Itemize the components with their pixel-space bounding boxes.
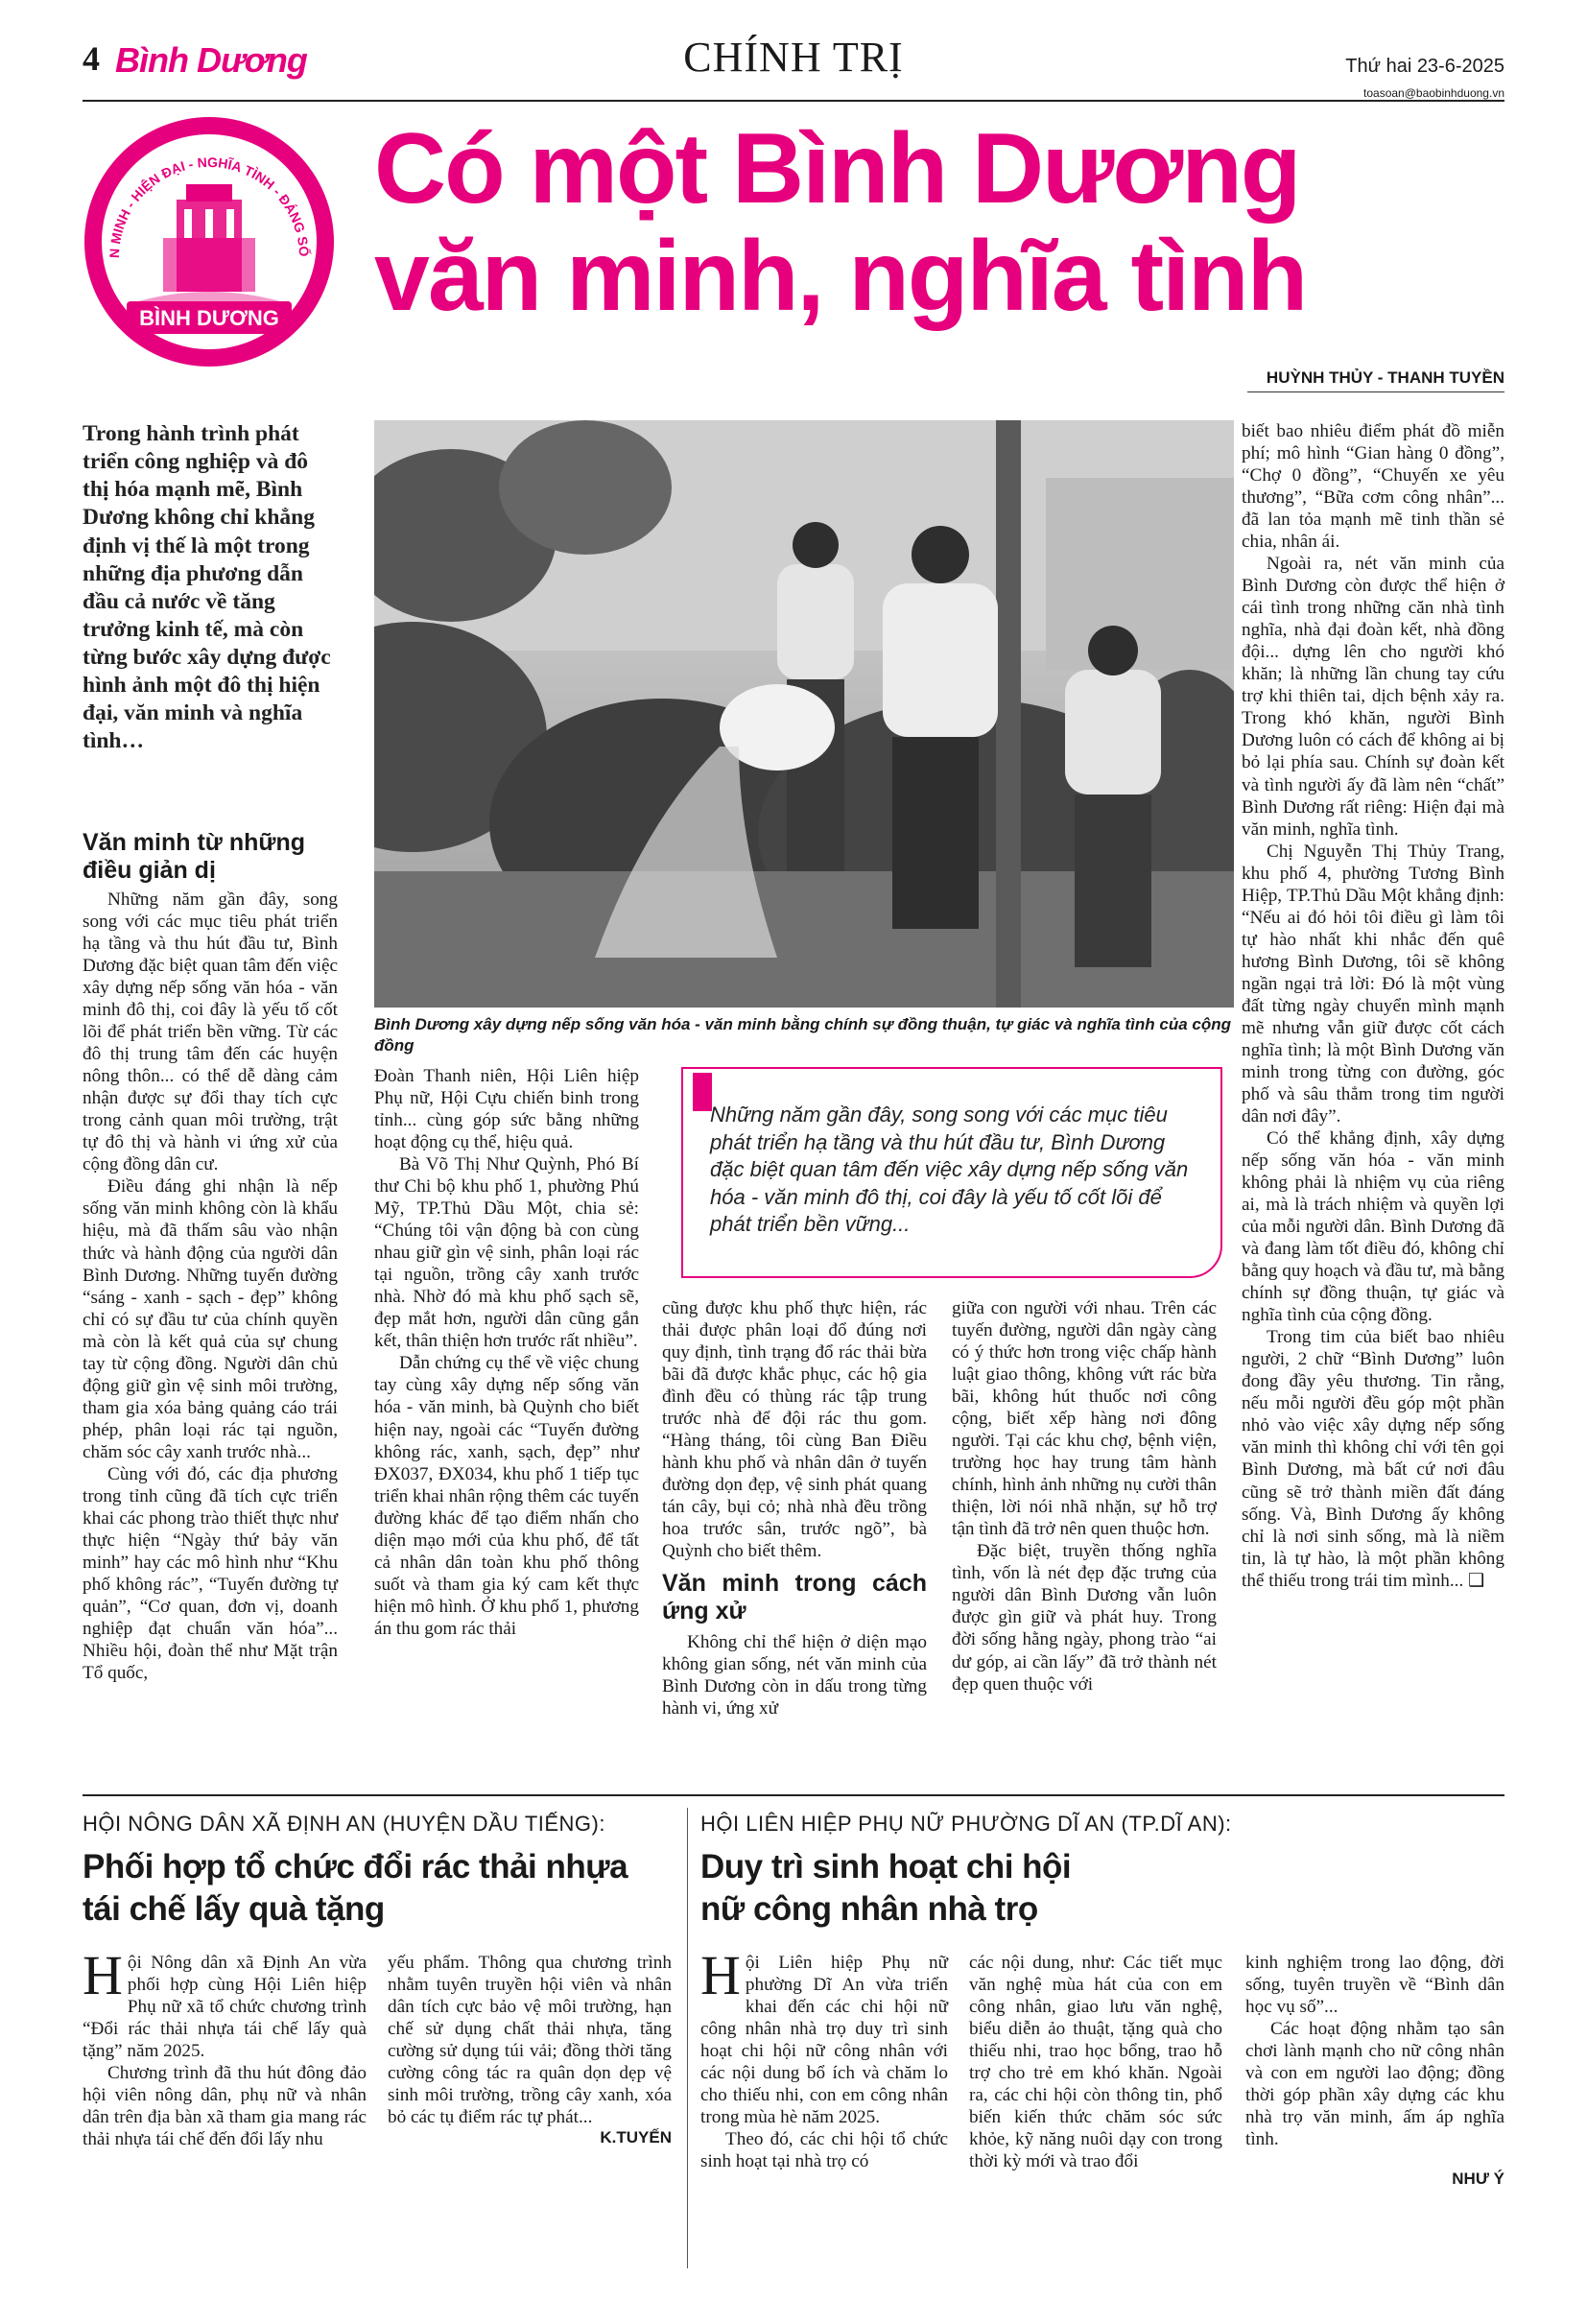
- paragraph: giữa con người với nhau. Trên các tuyến đường, người dân ngày càng có ý thức hơn trong việc chấp hành luật giao thông, không vứt rác bừa bãi, không hút thuốc nơi công cộng, biết xếp hàng nơi đông người. Tại các khu chợ, bệnh viện, trường học hay trung tâm hành chính, hình ảnh những nụ cười thân thiện, lời nói nhã nhặn, sự hỗ trợ tận tình đã trở nên quen thuộc hơn.: [952, 1298, 1217, 1540]
- bottom-divider: [83, 1794, 1504, 1796]
- story-left-column-2: [388, 1952, 672, 2148]
- story-right-signature: NHƯ Ý: [1452, 2170, 1504, 2189]
- quote-accent-bar: [693, 1073, 712, 1111]
- paragraph: Chị Nguyễn Thị Thủy Trang, khu phố 4, phường Tương Bình Hiệp, TP.Thủ Dầu Một khẳng định: “Nếu ai đó hỏi tôi điều gì làm tôi tự hào nhất khi nhắc đến quê hương Bình Dương, tôi sẽ không ngần ngại trả lời: Đó là một vùng đất từng ngày chuyển mình mạnh mẽ nhưng vẫn giữ được cốt cách nghĩa tình; là một Bình Dương văn minh trong từng con đường, góc phố và sâu thẳm trong tim người dân nơi đây”.: [1242, 841, 1504, 1126]
- paragraph: Không chỉ thể hiện ở diện mạo không gian sống, nét văn minh của Bình Dương còn in dấu trong từng hành vi, ứng xử: [662, 1631, 927, 1719]
- paragraph: Cùng với đó, các địa phương trong tỉnh cũng đã tích cực triển khai các phong trào thiết thực như thực hiện “Ngày thứ bảy văn minh” hay các mô hình như “Khu phố không rác”, “Tuyến đường tự quản”, “Cơ quan, đơn vị, doanh nghiệp đạt chuẩn văn hóa”... Nhiều hội, đoàn thể như Mặt trận Tổ quốc,: [83, 1463, 338, 1684]
- story-left-title-line-1: Phối hợp tổ chức đổi rác thải nhựa: [83, 1848, 628, 1885]
- story-right-title-line-1: Duy trì sinh hoạt chi hội: [700, 1848, 1072, 1885]
- story-left-column-1: [83, 1944, 367, 2150]
- byline: HUỲNH THỦY - THANH TUYỀN: [1266, 368, 1504, 387]
- article-column-2: [374, 1065, 639, 1640]
- logo-arc-text: N MINH - HIỆN ĐẠI - NGHĨA TÌNH - ĐÁNG SỐ: [106, 154, 313, 259]
- drop-cap: H: [83, 1944, 123, 2006]
- paragraph: Đoàn Thanh niên, Hội Liên hiệp Phụ nữ, Hội Cựu chiến binh trong tỉnh... cùng góp sức bằng những hoạt động cụ thể, hiệu quả.: [374, 1066, 639, 1153]
- article-title: [374, 115, 1526, 331]
- page-number: 4: [83, 39, 100, 78]
- story-left-signature: K.TUYẾN: [600, 2128, 672, 2147]
- paragraph: Ngoài ra, nét văn minh của Bình Dương còn được thể hiện ở cái tình trong những căn nhà tình nghĩa, nhà đại đoàn kết, nhà đồng đội... dựng lên cho người khó khăn; là những lần chung tay cứu trợ khi thiên tai, dịch bệnh xảy ra. Trong khó khăn, người Bình Dương luôn có cách để không ai bị bỏ lại phía sau. Chính sự đoàn kết và tình người ấy đã làm nên “chất” Bình Dương rất riêng: Hiện đại mà văn minh, nghĩa tình.: [1242, 554, 1504, 840]
- paragraph: Chương trình đã thu hút đông đảo hội viên nông dân, phụ nữ và nhân dân trên địa bàn xã tham gia mang rác thải nhựa tái chế đến đổi lấy nhu: [83, 2063, 367, 2150]
- pull-quote-text: Những năm gần đây, song song với các mục tiêu phát triển hạ tầng và thu hút đầu tư, Bình Dương đặc biệt quan tâm đến việc xây dựng nếp sống văn hóa - văn minh đô thị, coi đây là yếu tố cốt lõi để phát triển bền vững...: [710, 1103, 1189, 1237]
- paragraph: Dẫn chứng cụ thể về việc chung tay cùng xây dựng nếp sống văn hóa - văn minh, bà Quỳnh cho biết hiện nay, ngoài các “Tuyến đường không rác, xanh, sạch, đẹp” như ĐX037, ĐX034, khu phố 1 tiếp tục triển khai nhân rộng thêm các tuyến đường khác để tạo điểm nhấn cho diện mạo mới của khu phố, để tất cả nhân dân toàn khu phố thông suốt và tham gia ký cam kết thực hiện mô hình. Ở khu phố 1, phương án thu gom rác thải: [374, 1353, 639, 1639]
- drop-cap: H: [700, 1944, 741, 2006]
- paragraph: cũng được khu phố thực hiện, rác thải được phân loại đổ đúng nơi quy định, tình trạng đổ rác thải bừa bãi đã được khắc phục, các hộ gia đình đều có thùng rác tập trung trước nhà để đội rác thu gom. “Hàng tháng, tôi cùng Ban Điều hành khu phố và nhân dân ở tuyến đường dọn đẹp, vệ sinh phát quang tán cây, bụi cỏ; nhà nhà đều trồng hoa trước sân, trước ngõ”, bà Quỳnh cho biết thêm.: [662, 1298, 927, 1562]
- campaign-logo: [81, 113, 338, 370]
- paragraph: Đặc biệt, truyền thống nghĩa tình, vốn là nét đẹp đặc trưng của người dân Bình Dương vẫn luôn được gìn giữ và phát huy. Trong đời sống hằng ngày, phong trào “ai dư góp, ai cần lấy” đã trở thành nét đẹp quen thuộc với: [952, 1541, 1217, 1695]
- paragraph: ội Liên hiệp Phụ nữ phường Dĩ An vừa triển khai đến các chi hội nữ công nhân nhà trọ duy trì sinh hoạt chi hội nữ công nhân với các nội dung bổ ích và chăm lo cho thiếu nhi, con em công nhân trong mùa hè năm 2025.: [700, 1953, 948, 2128]
- story-right-kicker: HỘI LIÊN HIỆP PHỤ NỮ PHƯỜNG DĨ AN (TP.DĨ AN):: [700, 1812, 1232, 1836]
- header-divider: [83, 100, 1504, 102]
- paragraph: Những năm gần đây, song song với các mục tiêu phát triển hạ tầng và thu hút đầu tư, Bình Dương đặc biệt quan tâm đến việc xây dựng nếp sống văn hóa - văn minh đô thị, coi đây là yếu tố cốt lõi để phát triển bền vững. Từ các đô thị trung tâm đến các huyện nông thôn... có thể dễ dàng cảm nhận được sự đổi thay tích cực trong cảnh quan môi trường, trật tự đô thị và hành vi ứng xử của cộng đồng dân cư.: [83, 889, 338, 1175]
- title-line-2: văn minh, nghĩa tình: [374, 221, 1307, 333]
- paragraph: yếu phẩm. Thông qua chương trình nhằm tuyên truyền hội viên và nhân dân tích cực bảo vệ môi trường, hạn chế sử dụng chất thải nhựa, tăng cường sử dụng túi vải; đồng thời tăng cường công tác ra quân dọn dẹp vệ sinh môi trường, trồng cây xanh, xóa bỏ các tụ điểm rác tự phát...: [388, 1953, 672, 2128]
- paragraph: Trong tim của biết bao nhiêu người, 2 chữ “Bình Dương” luôn đong đầy yêu thương. Tin rằng, nếu mỗi người đều góp một phần nhỏ vào việc xây dựng nếp sống văn minh thì không chỉ với tên gọi Bình Dương, mà bất cứ nơi đâu cũng sẽ trở thành miền đất đáng sống. Và, Bình Dương ấy không chỉ là nơi sinh sống, mà là niềm tin, là tự hào, là một phần không thể thiếu trong trái tim mình... ❑: [1242, 1327, 1504, 1591]
- paragraph: Các hoạt động nhằm tạo sân chơi lành mạnh cho nữ công nhân và con em người lao động; đồng thời góp phần xây dựng các khu nhà trọ văn minh, ấm áp nghĩa tình.: [1245, 2019, 1504, 2150]
- story-divider: [687, 1808, 688, 2268]
- article-column-5: [1242, 420, 1504, 1592]
- paragraph: kinh nghiệm trong lao động, đời sống, tuyên truyền về “Bình dân học vụ số”...: [1245, 1953, 1504, 2018]
- logo-banner: BÌNH DƯƠNG: [139, 306, 279, 330]
- article-column-4: [952, 1297, 1217, 1696]
- photo-caption: Bình Dương xây dựng nếp sống văn hóa - văn minh bằng chính sự đồng thuận, tự giác và nghĩa tình của cộng đồng: [374, 1015, 1231, 1055]
- byline-underline: [1247, 391, 1504, 392]
- paragraph: ội Nông dân xã Định An vừa phối hợp cùng Hội Liên hiệp Phụ nữ xã tổ chức chương trình “Đổi rác thải nhựa tái chế lấy quà tặng” năm 2025.: [83, 1953, 367, 2062]
- paragraph: các nội dung, như: Các tiết mục văn nghệ mùa hát của con em công nhân, giao lưu văn nghệ, biểu diễn ảo thuật, tặng quà cho thiếu nhi, trao học bổng, trao hỗ trợ cho trẻ em khó khăn. Ngoài ra, các chi hội còn thông tin, phổ biến kiến thức chăm sóc sức khỏe, kỹ năng nuôi dạy con trong thời kỳ mới và trao đổi: [969, 1953, 1222, 2172]
- article-column-1: [83, 889, 338, 1684]
- paragraph: biết bao nhiêu điểm phát đồ miễn phí; mô hình “Gian hàng 0 đồng”, “Chợ 0 đồng”, “Chuyến xe yêu thương”, “Bữa cơm công nhân”... đã lan tỏa mạnh mẽ tinh thần sẻ chia, nhân ái.: [1242, 421, 1504, 553]
- issue-date: Thứ hai 23-6-2025: [1345, 56, 1504, 77]
- story-right-column-3: [1245, 1952, 1504, 2190]
- subhead-ung-xu: Văn minh trong cách ứng xử: [662, 1570, 927, 1625]
- story-left-title-line-2: tái chế lấy quà tặng: [83, 1889, 385, 1928]
- story-right-title: [700, 1846, 1506, 1931]
- story-left-kicker: HỘI NÔNG DÂN XÃ ĐỊNH AN (HUYỆN DẦU TIẾNG):: [83, 1812, 605, 1836]
- paragraph: Điều đáng ghi nhận là nếp sống văn minh không còn là khẩu hiệu, mà đã thấm sâu vào nhận thức và hành động của người dân Bình Dương. Những tuyến đường “sáng - xanh - sạch - đẹp” không chỉ có sự đầu tư của chính quyền mà còn là kết quả của sự chung tay từ cộng đồng. Người dân chủ động giữ gìn vệ sinh môi trường, tham gia xóa bảng quảng cáo trái phép, phân loại rác tại nguồn, chăm sóc cây xanh trước nhà...: [83, 1176, 338, 1462]
- section-title: CHÍNH TRỊ: [683, 34, 904, 81]
- paragraph: Bà Võ Thị Như Quỳnh, Phó Bí thư Chi bộ khu phố 1, phường Phú Mỹ, TP.Thủ Dầu Một, chia sẻ: “Chúng tôi vận động bà con cùng nhau giữ gìn vệ sinh, phân loại rác tại nguồn, trồng cây xanh trước nhà. Nhờ đó mà khu phố sạch sẽ, đẹp mắt hơn, người dân cũng gắn kết, thân thiện hơn trước rất nhiều”.: [374, 1154, 639, 1352]
- paragraph: Có thể khẳng định, xây dựng nếp sống văn hóa - văn minh không phải là nhiệm vụ của riêng ai, mà là trách nhiệm và quyền lợi của mỗi người dân. Bình Dương đã và đang làm tốt điều đó, không chỉ bằng quy hoạch và đầu tư, mà bằng chính sự đồng thuận, tự giác và nghĩa tình của cộng đồng.: [1242, 1128, 1504, 1326]
- newspaper-brand: Bình Dương: [115, 40, 307, 80]
- article-photo: [374, 420, 1234, 1008]
- story-right-title-line-2: nữ công nhân nhà trọ: [700, 1889, 1038, 1928]
- contact-email: toasoan@baobinhduong.vn: [1363, 86, 1504, 100]
- article-lead: Trong hành trình phát triển công nghiệp và đô thị hóa mạnh mẽ, Bình Dương không chỉ khẳng định vị thế là một trong những địa phương dẫn đầu cả nước về tăng trưởng kinh tế, mà còn từng bước xây dựng được hình ảnh một đô thị hiện đại, văn minh và nghĩa tình…: [83, 421, 331, 754]
- story-left-title: [83, 1846, 677, 1931]
- story-right-column-1: [700, 1944, 948, 2172]
- article-column-3: [662, 1297, 927, 1719]
- paragraph: Theo đó, các chi hội tổ chức sinh hoạt tại nhà trọ có: [700, 2129, 948, 2172]
- title-line-1: Có một Bình Dương: [374, 113, 1300, 225]
- story-right-column-2: [969, 1952, 1222, 2172]
- subhead-van-minh: Văn minh từ những điều giản dị: [83, 829, 306, 884]
